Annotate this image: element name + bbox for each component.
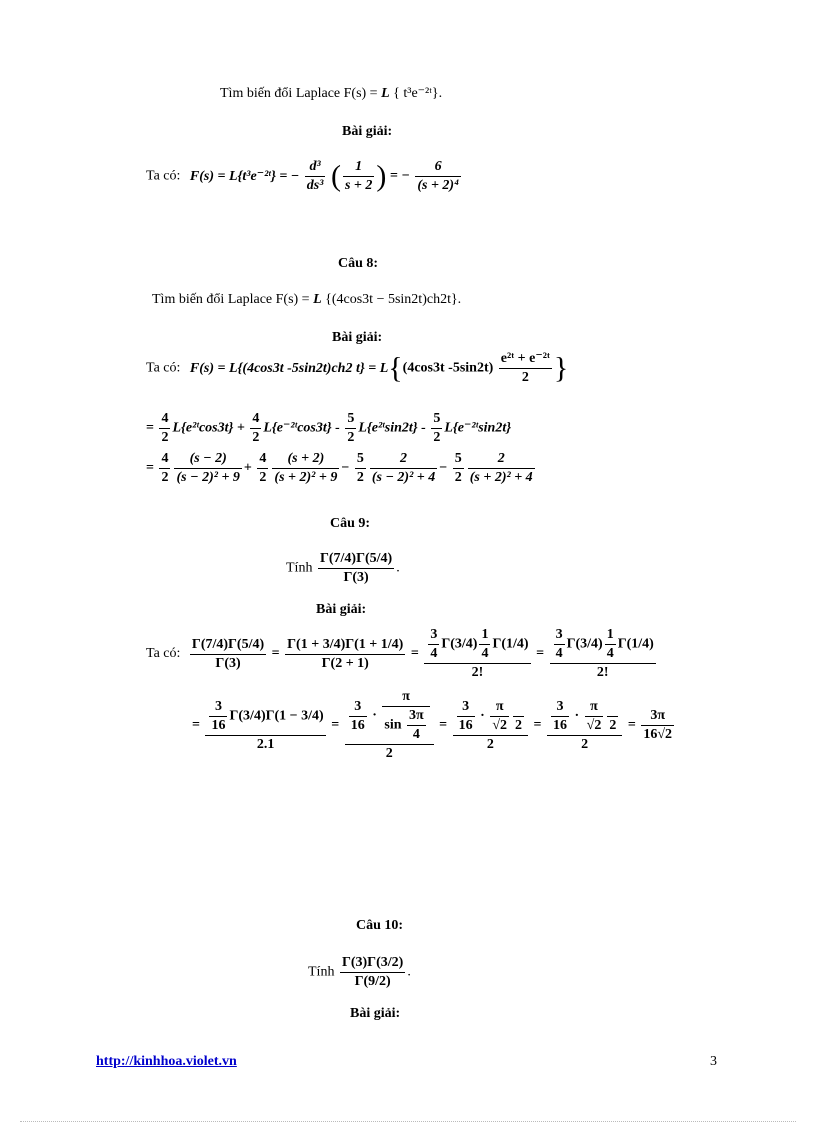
problem10-statement: Tính $\frac{\Gamma(3)\Gamma(3/2)}{\Gamma(9/2)}$ . [308, 955, 411, 989]
problem9-line1: Ta có: $\frac{\Gamma(7/4)\Gamma(5/4)}{\Gamma(3)}$ = $\frac{\Gamma(1 + 3/4)\Gamma(1 + 1/4)}{\Gamma(2 + 1)}$ = $\frac{3}{4}$ Γ(3/4) $\frac{1}{4}$ Γ(1/4) 2! = $\frac{3}{4}$ Γ(3/4) $\frac{1}{4}$ Γ(1/4) 2! [146, 627, 654, 680]
problem9-statement: Tính $\frac{\Gamma(7/4)\Gamma(5/4)}{\Gamma(3)}$ . [286, 551, 400, 585]
problem8-line2: = $\frac{4}{2}$ L{e²ᵗcos3t} + $\frac{4}{2}$ L{e⁻²ᵗcos3t} - $\frac{5}{2}$ L{e²ᵗsin2t} - $\frac{5}{2}$ L{e⁻²ᵗsin2t} [146, 411, 512, 445]
problem7-statement: Tìm biến đổi Laplace F(s) = L { t³e⁻²ᵗ}. [220, 86, 443, 101]
footer-website-link[interactable]: http://kinhhoa.violet.vn [96, 1054, 237, 1069]
problem7-solution-heading: Bài giải: [342, 124, 393, 139]
problem8-statement: Tìm biến đổi Laplace F(s) = L {(4cos3t − 5sin2t)ch2t}. [152, 292, 462, 307]
problem9-heading: Câu 9: [330, 516, 371, 531]
problem10-solution-heading: Bài giải: [350, 1006, 401, 1021]
problem10-heading: Câu 10: [356, 918, 404, 933]
problem7-solution-equation: Ta có: F(s) = L{t³e⁻²ᵗ} = − $\frac{\text{d³}}{\text{ds³}}$ ( $\frac{1}{s + 2}$ ) = − $\frac{6}{\text{(s + 2)⁴}}$ [146, 159, 459, 193]
problem8-solution-heading: Bài giải: [332, 330, 383, 345]
problem8-line3: = $\frac{4}{2}$ $\frac{(s - 2)}{\text{(s − 2)² + 9}}$ + $\frac{4}{2}$ $\frac{(s + 2)}{\text{(s + 2)² + 9}}$ − $\frac{5}{2}$ $\frac{2}{\text{(s − 2)² + 4}}$ − $\frac{5}{2}$ $\frac{2}{\text{(s + 2)² + 4}}$ [146, 451, 533, 485]
problem8-line1: Ta có: F(s) = L{(4cos3t -5sin2t)ch2 t} = L{(4cos3t -5sin2t) $\frac{\text{e²ᵗ + e⁻²ᵗ}}{2}$ } [146, 351, 569, 385]
problem9-solution-heading: Bài giải: [316, 602, 367, 617]
page-number: 3 [710, 1054, 717, 1069]
problem8-heading: Câu 8: [338, 256, 379, 271]
page-bottom-divider [20, 1121, 796, 1122]
problem9-line2: = $\frac{3}{16}$ Γ(3/4)Γ(1 − 3/4) 2.1 = $\frac{3}{16}$ · π sin $\frac{3\pi}{4}$ 2 = $\frac{3}{16}$ · $\frac{\pi}{√2}$ 2 2 = $\frac{3}{16}$ · $\frac{\pi}{√2}$ 2 2 = $\frac{3\pi}{16√2}$ [192, 689, 673, 761]
